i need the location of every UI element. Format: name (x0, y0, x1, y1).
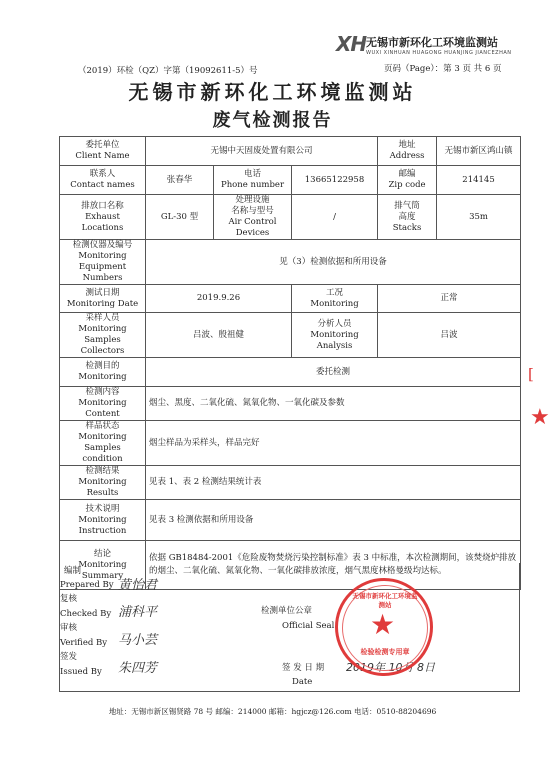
sign-date-label-en: Date (292, 677, 313, 687)
logo-org-name: 无锡市新环化工环境监测站 (366, 36, 498, 49)
summary-value: 依据 GB18484-2001《危险废物焚烧污染控制标准》表 3 中标准，本次检测期间，该焚烧炉排放的烟尘、二氧化硫、氮氧化物、一氧化碳排放浓度，烟气黑度林格曼级均达标。 (146, 541, 521, 590)
results-value: 见表 1、表 2 检测结果统计表 (146, 466, 521, 500)
logo-org-name-en: WUXI XINHUAN HUAGONG HUANJING JIANCEZHAN (366, 50, 512, 56)
org-logo (336, 30, 536, 62)
date-label: 测试日期 Monitoring Date (60, 285, 146, 313)
results-label: 检测结果 Monitoring Results (60, 466, 146, 500)
address-value: 无锡市新区鸿山镇 (437, 137, 521, 166)
contact-value: 张春华 (146, 166, 214, 195)
seal-star-icon: ★ (370, 608, 396, 641)
sample-condition-value: 烟尘样品为采样头，样品完好 (146, 421, 521, 466)
content-value: 烟尘、黑度、二氧化硫、氮氧化物、一氧化碳及参数 (146, 387, 521, 421)
page-info: 页码（Page）：第 3 页 共 6 页 (384, 64, 502, 74)
seal-label-en: Official Seal (282, 621, 335, 631)
summary-label: 结论 Monitoring Summary (60, 541, 146, 590)
stack-value: 35m (437, 195, 521, 240)
equipment-label: 检测仪器及编号 Monitoring Equipment Numbers (60, 240, 146, 285)
checked-signature: 浦科平 (118, 605, 158, 620)
checked-label-en: Checked By (60, 609, 112, 619)
issued-label-cn: 签发 (60, 652, 78, 662)
verified-signature: 马小芸 (118, 633, 158, 648)
client-value: 无锡中天固废处置有限公司 (146, 137, 378, 166)
prepared-label-en: Prepared By (60, 580, 114, 590)
date-value: 2019.9.26 (146, 285, 292, 313)
verified-label-en: Verified By (60, 638, 108, 648)
zip-value: 214145 (437, 166, 521, 195)
instruction-value: 见表 3 检测依据和所用设备 (146, 500, 521, 541)
analyst-label: 分析人员 Monitoring Analysis (292, 313, 378, 358)
acd-value: / (292, 195, 378, 240)
collector-value: 吕波、殷祖健 (146, 313, 292, 358)
seal-purpose-text: 检验检测专用章 (360, 647, 410, 656)
contact-label: 联系人 Contact names (60, 166, 146, 195)
purpose-label: 检测目的 Monitoring (60, 358, 146, 387)
seal-label-cn: 检测单位公章 (261, 606, 313, 616)
report-title: 废气检测报告 (212, 110, 333, 131)
footer-contact: 地址：无锡市新区锡贤路 78 号 邮编：214000 邮箱：hgjcz@126.com 电话：0510-88204696 (108, 707, 437, 716)
condition-label: 工况 Monitoring (292, 285, 378, 313)
phone-label: 电话 Phone number (214, 166, 292, 195)
document-number: （2019）环检（QZ）字第（19092611-5）号 (78, 66, 258, 76)
collector-label: 采样人员 Monitoring Samples Collectors (60, 313, 146, 358)
side-bracket-icon: [ (528, 365, 534, 383)
report-title-org: 无锡市新环化工环境监测站 (128, 80, 417, 104)
verified-label-cn: 审核 (60, 623, 78, 633)
analyst-value: 吕波 (378, 313, 521, 358)
signature-area (59, 563, 520, 692)
official-seal (335, 578, 433, 676)
content-label: 检测内容 Monitoring Content (60, 387, 146, 421)
stack-label: 排气筒 高度 Stacks (378, 195, 437, 240)
sign-date-label-cn: 签 发 日 期 (282, 663, 325, 673)
phone-value: 13665122958 (292, 166, 378, 195)
sample-condition-label: 样品状态 Monitoring Samples condition (60, 421, 146, 466)
prepared-signature: 黄怡君 (118, 578, 158, 593)
issued-label-en: Issued By (60, 667, 102, 677)
sign-date-value: 2019年 10月 8日 (346, 661, 435, 674)
issued-signature: 朱四芳 (118, 661, 158, 676)
prepared-label-cn: 编制 (64, 566, 82, 576)
instruction-label: 技术说明 Monitoring Instruction (60, 500, 146, 541)
zip-label: 邮编 Zip code (378, 166, 437, 195)
side-star-icon: ★ (530, 405, 550, 430)
side-seal-fragment (520, 355, 550, 465)
logo-mark: XH (336, 32, 367, 56)
report-info-table (59, 136, 521, 590)
purpose-value: 委托检测 (146, 358, 521, 387)
equipment-value: 见（3）检测依据和所用设备 (146, 240, 521, 285)
seal-org-text: 无锡市新环化工环境监测站 (352, 592, 418, 609)
condition-value: 正常 (378, 285, 521, 313)
exhaust-label: 排放口名称 Exhaust Locations (60, 195, 146, 240)
checked-label-cn: 复核 (60, 594, 78, 604)
client-label: 委托单位 Client Name (60, 137, 146, 166)
exhaust-value: GL-30 型 (146, 195, 214, 240)
acd-label: 处理设施 名称与型号 Air Control Devices (214, 195, 292, 240)
address-label: 地址 Address (378, 137, 437, 166)
